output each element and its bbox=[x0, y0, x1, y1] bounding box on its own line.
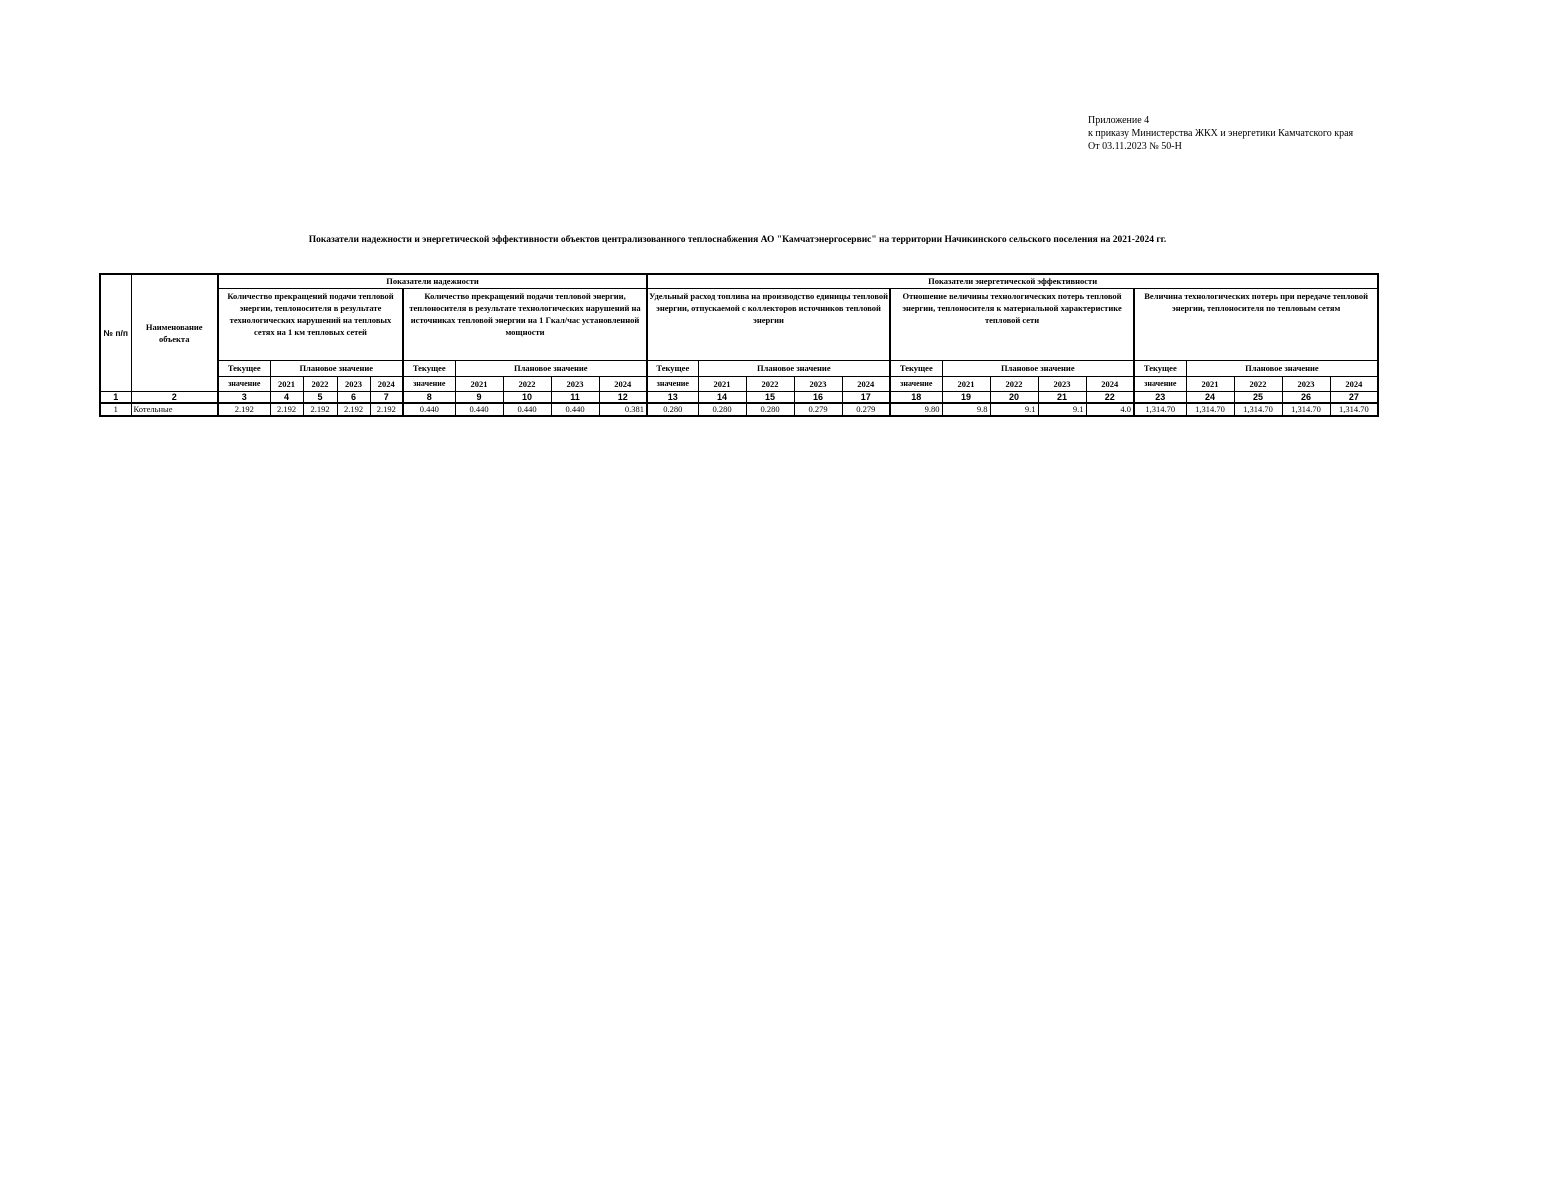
value-cell: 0.440 bbox=[503, 403, 551, 416]
planned-value-label: Плановое значение bbox=[270, 360, 403, 376]
subheader-transmission-losses: Величина технологических потерь при передаче тепловой энергии, теплоносителя по тепловым сетям bbox=[1134, 288, 1378, 360]
column-number: 6 bbox=[337, 391, 370, 403]
value-cell: 0.280 bbox=[647, 403, 698, 416]
value-cell: 1,314.70 bbox=[1234, 403, 1282, 416]
column-number: 11 bbox=[551, 391, 599, 403]
value-cell: 1,314.70 bbox=[1134, 403, 1186, 416]
column-number: 18 bbox=[890, 391, 942, 403]
planned-value-label: Плановое значение bbox=[942, 360, 1134, 376]
column-number: 8 bbox=[403, 391, 455, 403]
column-number: 16 bbox=[794, 391, 842, 403]
year-header: 2021 bbox=[1186, 376, 1234, 391]
appendix-note bbox=[1088, 114, 1353, 153]
indicators-table bbox=[99, 273, 1379, 417]
value-cell: 0.440 bbox=[455, 403, 503, 416]
document-title: Показатели надежности и энергетической эффективности объектов централизованного теплоснабжения АО "Камчатэнергосервис" на территории Начикинского сельского поселения на 2021-2024 гг. bbox=[308, 235, 1167, 245]
column-number: 24 bbox=[1186, 391, 1234, 403]
current-value-label: Текущее bbox=[1134, 360, 1186, 376]
current-value-label: Текущее bbox=[218, 360, 270, 376]
appendix-line-1: Приложение 4 bbox=[1088, 115, 1150, 126]
value-cell: 9.1 bbox=[990, 403, 1038, 416]
table-row bbox=[100, 403, 1378, 416]
year-header: 2022 bbox=[303, 376, 337, 391]
subheader-network-outages: Количество прекращений подачи тепловой энергии, теплоносителя в результате технологических нарушений на тепловых сетях на 1 км тепловых сетей bbox=[218, 288, 403, 360]
value-cell: 0.381 bbox=[599, 403, 647, 416]
value-cell: 9.8 bbox=[942, 403, 990, 416]
year-header: 2024 bbox=[1330, 376, 1378, 391]
column-number: 25 bbox=[1234, 391, 1282, 403]
column-number: 20 bbox=[990, 391, 1038, 403]
current-value-label-2: значение bbox=[890, 376, 942, 391]
column-number: 4 bbox=[270, 391, 303, 403]
column-number: 26 bbox=[1282, 391, 1330, 403]
year-header: 2024 bbox=[370, 376, 403, 391]
value-cell: 1,314.70 bbox=[1282, 403, 1330, 416]
value-cell: 2.192 bbox=[218, 403, 270, 416]
column-number: 3 bbox=[218, 391, 270, 403]
column-number: 12 bbox=[599, 391, 647, 403]
group-efficiency: Показатели энергетической эффективности bbox=[647, 274, 1378, 288]
year-header: 2022 bbox=[990, 376, 1038, 391]
subheader-fuel-consumption: Удельный расход топлива на производство единицы тепловой энергии, отпускаемой с коллекторов источников тепловой энергии bbox=[647, 288, 890, 360]
column-number: 9 bbox=[455, 391, 503, 403]
value-cell: 1,314.70 bbox=[1330, 403, 1378, 416]
year-header: 2024 bbox=[1086, 376, 1134, 391]
current-value-label: Текущее bbox=[403, 360, 455, 376]
year-header: 2023 bbox=[551, 376, 599, 391]
value-cell: 0.280 bbox=[698, 403, 746, 416]
current-value-label: Текущее bbox=[647, 360, 698, 376]
value-cell: 0.280 bbox=[746, 403, 794, 416]
column-number: 1 bbox=[100, 391, 131, 403]
year-header: 2024 bbox=[599, 376, 647, 391]
column-number: 19 bbox=[942, 391, 990, 403]
year-header: 2024 bbox=[842, 376, 890, 391]
year-header: 2023 bbox=[794, 376, 842, 391]
group-reliability: Показатели надежности bbox=[218, 274, 647, 288]
value-cell: 0.279 bbox=[794, 403, 842, 416]
year-header: 2023 bbox=[1282, 376, 1330, 391]
column-number: 2 bbox=[131, 391, 218, 403]
column-number: 21 bbox=[1038, 391, 1086, 403]
year-header: 2021 bbox=[942, 376, 990, 391]
year-header: 2021 bbox=[455, 376, 503, 391]
column-number: 5 bbox=[303, 391, 337, 403]
current-value-label: Текущее bbox=[890, 360, 942, 376]
year-header: 2022 bbox=[503, 376, 551, 391]
header-no: № п/п bbox=[100, 274, 131, 391]
row-object-name: Котельные bbox=[131, 403, 218, 416]
value-cell: 1,314.70 bbox=[1186, 403, 1234, 416]
header-name: Наименование объекта bbox=[131, 274, 218, 391]
value-cell: 0.440 bbox=[403, 403, 455, 416]
year-header: 2023 bbox=[1038, 376, 1086, 391]
value-cell: 9.1 bbox=[1038, 403, 1086, 416]
current-value-label-2: значение bbox=[218, 376, 270, 391]
value-cell: 2.192 bbox=[303, 403, 337, 416]
value-cell: 2.192 bbox=[270, 403, 303, 416]
value-cell: 0.440 bbox=[551, 403, 599, 416]
subheader-source-outages: Количество прекращений подачи тепловой энергии, теплоносителя в результате технологических нарушений на источниках тепловой энергии на 1 Гкал/час установленной мощности bbox=[403, 288, 647, 360]
year-header: 2023 bbox=[337, 376, 370, 391]
current-value-label-2: значение bbox=[647, 376, 698, 391]
year-header: 2021 bbox=[698, 376, 746, 391]
value-cell: 9.80 bbox=[890, 403, 942, 416]
subheader-loss-ratio: Отношение величины технологических потерь тепловой энергии, теплоносителя к материальной характеристике тепловой сети bbox=[890, 288, 1134, 360]
column-number: 13 bbox=[647, 391, 698, 403]
row-number: 1 bbox=[100, 403, 131, 416]
column-number: 17 bbox=[842, 391, 890, 403]
column-number: 27 bbox=[1330, 391, 1378, 403]
value-cell: 4.0 bbox=[1086, 403, 1134, 416]
column-number: 10 bbox=[503, 391, 551, 403]
column-number: 14 bbox=[698, 391, 746, 403]
value-cell: 0.279 bbox=[842, 403, 890, 416]
column-number: 22 bbox=[1086, 391, 1134, 403]
appendix-line-3: От 03.11.2023 № 50-Н bbox=[1088, 141, 1182, 152]
column-number: 23 bbox=[1134, 391, 1186, 403]
year-header: 2022 bbox=[746, 376, 794, 391]
planned-value-label: Плановое значение bbox=[698, 360, 890, 376]
column-number: 15 bbox=[746, 391, 794, 403]
current-value-label-2: значение bbox=[1134, 376, 1186, 391]
year-header: 2022 bbox=[1234, 376, 1282, 391]
current-value-label-2: значение bbox=[403, 376, 455, 391]
appendix-line-2: к приказу Министерства ЖКХ и энергетики Камчатского края bbox=[1088, 128, 1354, 139]
planned-value-label: Плановое значение bbox=[455, 360, 647, 376]
year-header: 2021 bbox=[270, 376, 303, 391]
value-cell: 2.192 bbox=[370, 403, 403, 416]
planned-value-label: Плановое значение bbox=[1186, 360, 1378, 376]
column-number: 7 bbox=[370, 391, 403, 403]
value-cell: 2.192 bbox=[337, 403, 370, 416]
